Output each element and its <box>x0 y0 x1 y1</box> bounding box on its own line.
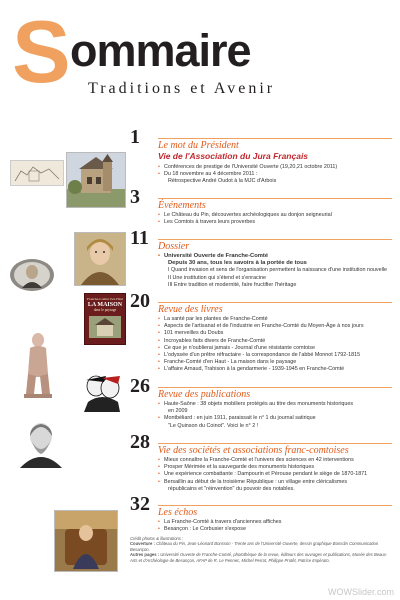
section-rule <box>158 387 392 388</box>
credits-couverture: Couverture : Château du Pin, Jean-Léonard Bonsson - Trente ans de l'Université Ouverte, dessin graphique Bonsdin Communication Besançon. <box>130 541 379 552</box>
masthead-title: ommaire <box>70 25 251 76</box>
list-item: • Une expérience combattante : Dampourin et Pérouse pendant le siège de 1870-1871 <box>158 471 368 478</box>
list-item: • Du 18 novembre au 4 décembre 2011 : <box>158 171 258 178</box>
section-rule <box>158 302 392 303</box>
list-item: • Bersaillin au début de la troisième République : un village entre cléricalismes <box>158 478 348 485</box>
list-item: • Haute-Saône : 38 objets mobiliers protégés au titre des monuments historiques <box>158 401 354 407</box>
section-number: 3 <box>130 186 140 208</box>
section-items <box>158 212 392 226</box>
list-item: • Le Château du Pin, découvertes archéologiques au donjon seigneurial <box>158 212 332 218</box>
list-item: "Le Quinson du Coinot". Voici le n° 2 ! <box>168 422 259 429</box>
section-number: 11 <box>130 227 149 249</box>
list-item: • L'odyssée d'un prêtre réfractaire - la correspondance de l'abbé Monnot 1792-1815 <box>158 352 361 359</box>
section-title: Le mot du Président <box>158 140 239 151</box>
list-item: en 2009 <box>168 408 188 415</box>
book-cover-la-maison: Franche-Comté d'en Haut LA MAISON dans le paysage <box>84 293 126 345</box>
photo-gentleman-portrait <box>16 416 66 468</box>
list-item: • La santé par les plantes de Franche-Comté <box>158 316 268 322</box>
list-item: • Franche-Comté d'en Haut - La maison dans le paysage <box>158 359 297 366</box>
section-title: Revue des livres <box>158 304 223 315</box>
section-items <box>158 316 392 374</box>
photo-renaissance-portrait <box>74 232 126 286</box>
photo-credits <box>130 536 392 563</box>
list-item: • La Franche-Comté à travers d'anciennes affiches <box>158 519 282 525</box>
section-title: Les échos <box>158 507 198 518</box>
section-number: 28 <box>130 431 150 453</box>
list-item: • Université Ouverte de Franche-Comté <box>158 253 269 259</box>
section-rule <box>158 138 392 139</box>
list-item: III Entre tradition et modernité, faire fructifier l'héritage <box>168 281 297 288</box>
list-item: Rétrospective André Oudot à la MJC d'Arbois <box>168 178 277 185</box>
list-item: • Mieux connaître la Franche-Comté et l'univers des sciences en 42 interventions <box>158 457 354 463</box>
list-item: républicains et "réinvention" du pouvoir des notables. <box>168 485 295 492</box>
list-item: • Besançon : Le Corbusier s'expose <box>158 526 246 533</box>
section-title: Dossier <box>158 241 190 252</box>
list-item: • Montbéliard : en juin 1911, paraissait le n° 1 du journal satirique <box>158 415 316 422</box>
section-rule <box>158 239 392 240</box>
watermark: WOWSlider.com <box>327 587 394 597</box>
section-items <box>158 253 392 289</box>
section-number: 26 <box>130 375 150 397</box>
section-subtitle: Vie de l'Association du Jura Français <box>158 151 309 161</box>
section-title: Événements <box>158 200 206 211</box>
section-items <box>158 457 392 493</box>
masthead-initial: S <box>12 2 69 101</box>
section-rule <box>158 198 392 199</box>
section-title: Revue des publications <box>158 389 251 400</box>
section-number: 32 <box>130 493 150 515</box>
section-items <box>158 519 392 533</box>
list-item: • Aspects de l'artisanat et de l'industrie en Franche-Comté du Moyen-Âge à nos jours <box>158 323 364 330</box>
list-item: • Incroyables faits divers de Franche-Comté <box>158 337 266 344</box>
photo-sculpture <box>20 330 56 398</box>
list-item: • Prosper Mérimée et la sauvegarde des monuments historiques <box>158 464 315 471</box>
photo-medallion-portrait <box>8 258 56 292</box>
book-cover-subtitle: dans le paysage <box>93 308 117 312</box>
photo-man-armchair <box>54 510 118 572</box>
photo-caricature <box>80 370 124 412</box>
masthead-subtitle: Traditions et Avenir <box>88 80 276 97</box>
section-title: Vie des sociétés et associations franc-comtoises <box>158 445 349 456</box>
book-cover-title: LA MAISON <box>87 302 123 308</box>
list-item: I Quand invasion et sens de l'organisation permettent la naissance d'une institution nouvelle <box>168 267 388 274</box>
list-item: • L'affaire Arnaud, Trahison à la gendarmerie - 1939-1945 en Franche-Comté <box>158 366 345 373</box>
section-items <box>158 164 392 186</box>
section-rule <box>158 505 392 506</box>
list-item: II Une institution qui s'étend et s'enracine <box>168 274 266 281</box>
photo-castle-sketch <box>10 160 64 186</box>
credits-heading: Crédit photos & illustrations : <box>130 536 184 541</box>
credits-autres: Autres pages : Université Ouverte de Franche-Comté, photothèque de la revue, éditeurs des ouvrages et publications, Musée des Beaux-Arts et d'Archéologie de Besançon, AFAP de R. Le Pennec, Michel Perrot, Philippe Protêt, Patrice Impérato. <box>130 552 388 563</box>
list-item: • 101 merveilles du Doubs <box>158 330 224 337</box>
list-item: • Les Comtois à travers leurs proverbes <box>158 219 256 226</box>
section-number: 20 <box>130 290 150 312</box>
photo-castle <box>66 152 126 208</box>
list-item: • Conférences de prestige de l'Université Ouverte (19,20,21 octobre 2011) <box>158 164 338 170</box>
section-items <box>158 401 392 430</box>
list-item: • Ce que je n'oublierai jamais - Journal d'une résistante comtoise <box>158 344 315 351</box>
section-number: 1 <box>130 126 140 148</box>
list-item: Depuis 30 ans, tous les savoirs à la portée de tous <box>168 260 307 267</box>
section-rule <box>158 443 392 444</box>
